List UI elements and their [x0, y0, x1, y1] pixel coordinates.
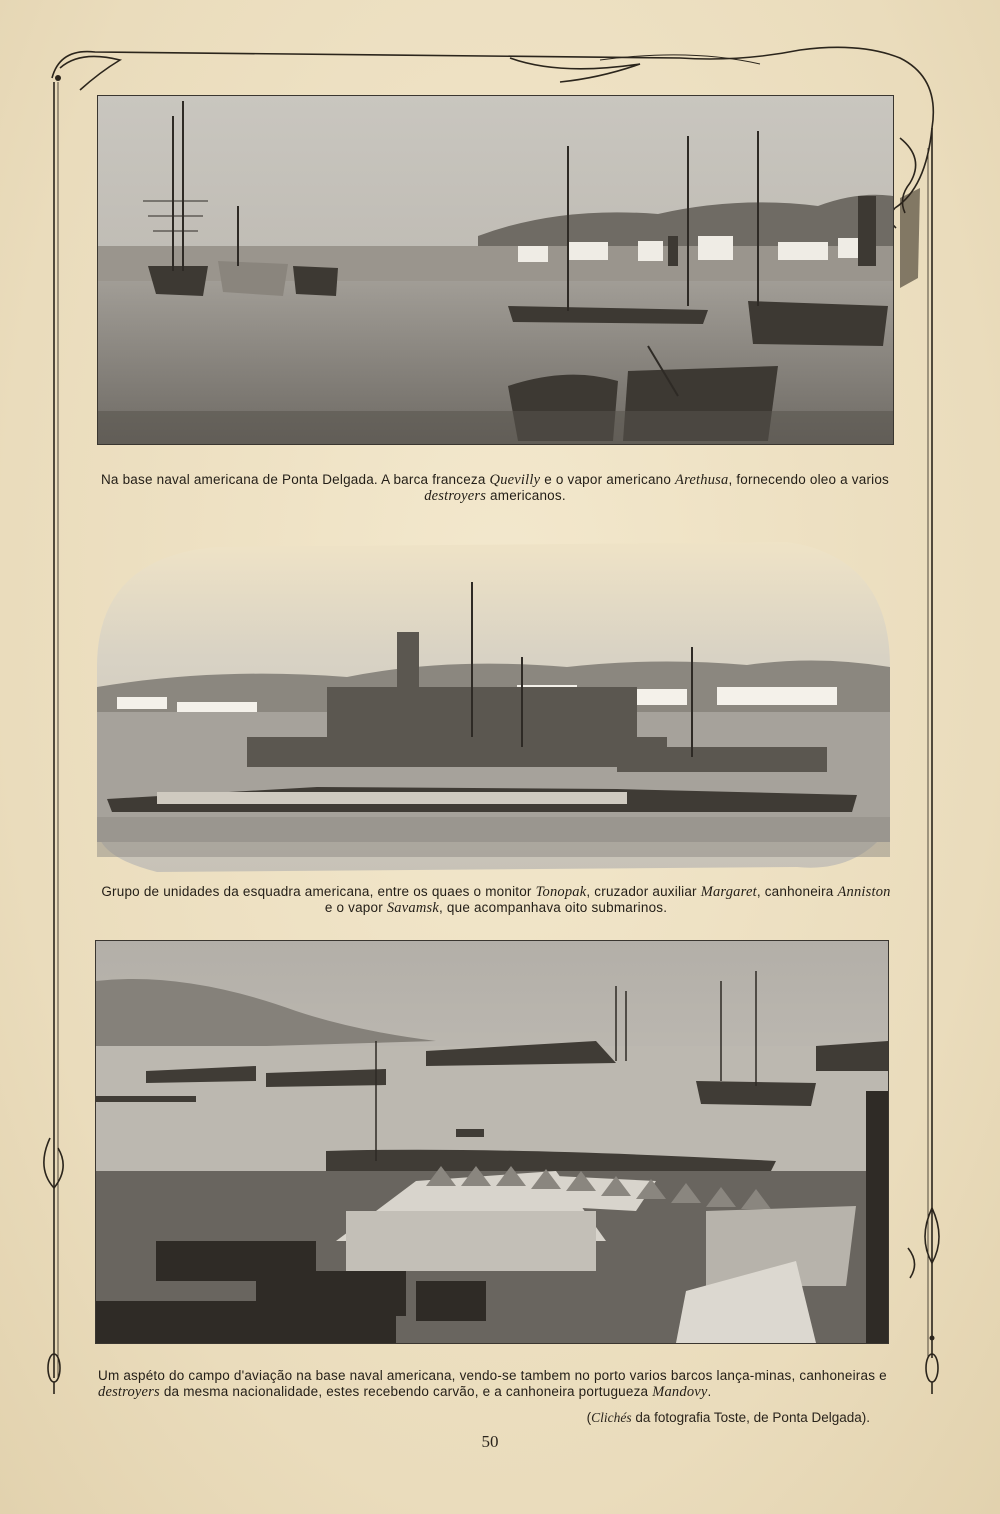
credit-italic: Clichés [591, 1410, 632, 1425]
ship-type: destroyers [98, 1384, 160, 1400]
caption-photo3 [98, 1368, 890, 1400]
caption-text: . [707, 1384, 712, 1399]
ship-name: Savamsk [386, 900, 439, 916]
page-number: 50 [481, 1432, 499, 1451]
caption-text: e o vapor [324, 900, 387, 915]
ship-name: Mandovy [652, 1384, 708, 1400]
caption-photo2 [98, 884, 894, 916]
caption-text: , fornecendo oleo a varios [728, 472, 890, 487]
ship-name: Quevilly [489, 472, 541, 488]
squadron-photo [97, 537, 890, 873]
ship-name: Arethusa [675, 472, 729, 488]
ship-name: Margaret [700, 884, 757, 900]
photo-credit: (Clichés da fotografia Toste, de Ponta Delgada). [586, 1410, 870, 1425]
ship-name: Anniston [837, 884, 891, 900]
caption-text: , cruzador auxiliar [586, 884, 701, 899]
caption-text: Grupo de unidades da esquadra americana, entre os quaes o monitor [101, 884, 536, 899]
caption-text: americanos. [486, 488, 566, 503]
aviation-camp-photo [95, 940, 889, 1344]
caption-text: e o vapor americano [540, 472, 676, 487]
caption-text: da mesma nacionalidade, estes recebendo carvão, e a canhoneira portugueza [159, 1384, 653, 1399]
caption-photo1 [100, 472, 890, 504]
caption-text: Um aspéto do campo d'aviação na base naval americana, vendo-se tambem no porto varios barcos lança-minas, canhoneiras e [98, 1368, 887, 1383]
caption-text: , que acompanhava oito submarinos. [439, 900, 668, 915]
ship-type: destroyers [424, 488, 487, 504]
harbor-photo-ponta-delgada [97, 95, 894, 445]
ship-name: Tonopak [535, 884, 587, 900]
caption-text: Na base naval americana de Ponta Delgada. A barca franceza [100, 472, 490, 487]
caption-text: , canhoneira [756, 884, 838, 899]
